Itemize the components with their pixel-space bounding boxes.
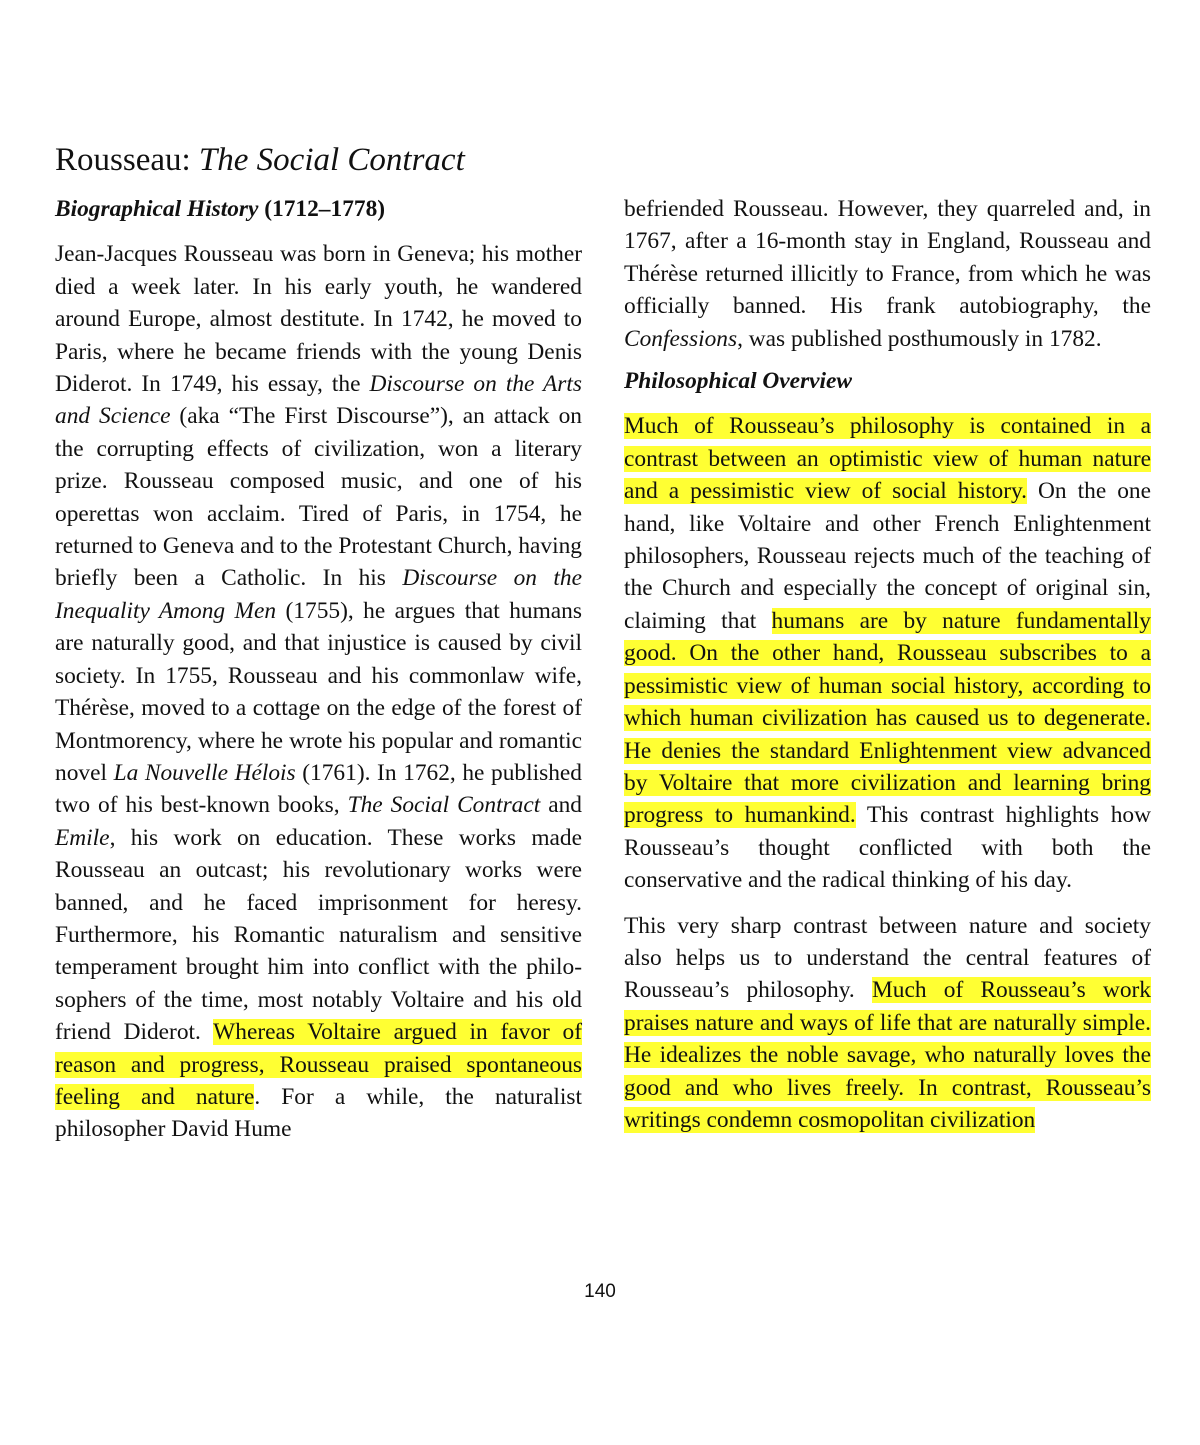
overview-heading-label: Philosophical Overview	[624, 368, 853, 395]
highlighted-text: Much of Rousseau’s philosophy is contained in a contrast between an optimistic view of human nature and a pessimistic view of social history.	[624, 413, 1151, 505]
page-title	[55, 138, 465, 182]
text-run: This very sharp contrast between nature and society also helps us to understand the central features of Rousseau’s philosophy.	[624, 912, 1151, 1004]
highlighted-text: Whereas Voltaire argued in favor of reason and progress, Rousseau praised spontaneous feeling and nature	[55, 1019, 583, 1110]
text-run: befriended Rousseau. However, they quarreled and, in 1767, after a 16-month stay in England, Rousseau and Thérèse returned illicitly to France, from which he was officially banned. His frank autobiography, the	[624, 196, 1151, 320]
highlighted-text: humans are by nature fundamentally good. On the other hand, Rousseau subscribes to a pessimistic view of human social history, according to which human civilization has caused us to degenerate. He denies the standard Enlightenment view advanced by Voltaire that more civilization and learning bring progress to humankind.	[624, 607, 1151, 829]
text-run: (aka “The First Discourse”), an attack on the corrupting effects of civilization, won a literary prize. Rousseau composed music, and one of his operettas won acclaim. Tired of Paris, in 1754, he returned to Geneva and to the Protestant Church, having briefly been a Catholic. In his	[55, 403, 582, 592]
text-run: and	[540, 792, 583, 819]
italic-title-run: Confessions	[624, 325, 738, 352]
biography-heading-label: Biographical History	[55, 196, 259, 222]
text-run: This contrast highlights how Rousseau’s thought conflicted with both the conservative and the radical thinking of his day.	[624, 802, 1151, 894]
overview-paragraph-2	[624, 910, 1151, 1137]
text-run: Jean-Jacques Rousseau was born in Geneva; his mother died a week later. In his early youth, he wandered around Europe, almost destitute. In 1742, he moved to Paris, where he became friends with the young Denis Diderot. In 1749, his essay, the	[55, 241, 582, 398]
italic-title-run: Emile	[55, 824, 110, 851]
biography-paragraph	[55, 238, 582, 1145]
italic-title-run: Discourse on the Arts and Science	[55, 371, 582, 430]
overview-heading	[624, 365, 1151, 397]
text-run: . For a while, the naturalist philosopher David Hume	[55, 1083, 582, 1143]
highlighted-text: Much of Rousseau’s work praises nature and ways of life that are naturally simple. He idealizes the noble savage, who naturally loves the good and who lives freely. In contrast, Rousseau’s writings condemn cosmopolitan civilization	[624, 977, 1151, 1133]
right-column	[624, 193, 1151, 1136]
text-run: (1761). In 1762, he published two of his best-known books,	[55, 759, 582, 819]
text-run: On the one hand, like Voltaire and other French Enlightenment philosophers, Rousseau rejects much of the teaching of the Church and especially the concept of original sin, claiming that	[624, 478, 1151, 634]
italic-title-run: Discourse on the Inequality Among Men	[55, 565, 582, 624]
biography-paragraph-continued	[624, 193, 1151, 355]
text-run: , was published posthumously in 1782.	[737, 325, 1102, 352]
text-run: (1755), he argues that humans are naturally good, and that injustice is caused by civil society. In 1755, Rousseau and his commonlaw wife, Thérèse, moved to a cottage on the edge of the forest of Montmorency, where he wrote his popular and romantic novel	[55, 597, 582, 786]
page-number: 140	[584, 1281, 616, 1302]
left-column	[55, 193, 582, 1146]
biography-heading	[55, 193, 582, 225]
italic-title-run: The Social Contract	[347, 792, 541, 819]
italic-title-run: La Nouvelle Hélois	[113, 759, 296, 786]
overview-paragraph-1	[624, 410, 1151, 896]
text-run: , his work on education. These works made Rousseau an outcast; his revolutionary works were banned, and he faced imprisonment for heresy. Furthermore, his Romantic naturalism and sensitive temperament brought him into conflict with the philosophers of the time, most notably Voltaire and his old friend Diderot.	[55, 824, 582, 1046]
title-work: The Social Contract	[198, 142, 465, 178]
title-author: Rousseau:	[55, 142, 199, 178]
biography-heading-dates: (1712–1778)	[258, 196, 386, 222]
